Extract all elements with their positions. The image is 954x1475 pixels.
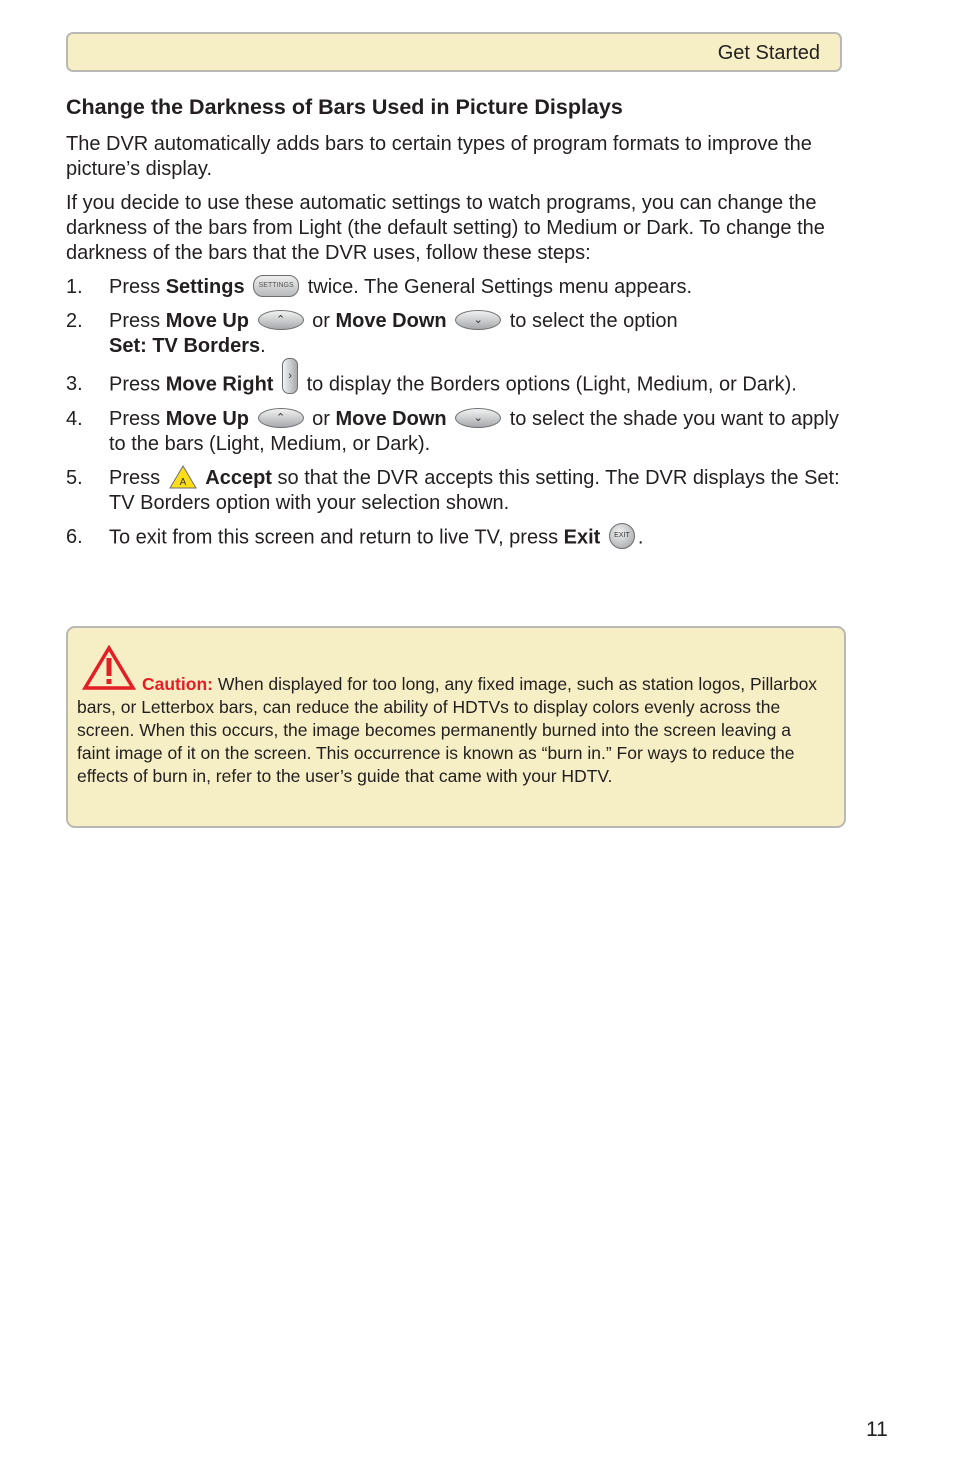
move-right-button-icon: › — [282, 358, 298, 394]
step-number: 4. — [66, 408, 83, 430]
step-text: . — [260, 335, 266, 357]
caution-text — [77, 673, 827, 788]
move-up-label: Move Up — [165, 310, 250, 332]
caution-body: When displayed for too long, any fixed image, such as station logos, Pillarbox bars, or Letterbox bars, can reduce the ability of HDTVs to display colors evenly across the screen. When this occurs, the image becomes permanently burned into the screen leaving a faint image of it on the screen. This occurrence is known as “burn in.” For ways to reduce the effects of burn in, refer to the user’s guide that came with your HDTV. — [77, 674, 818, 786]
option-label: Set: TV Borders — [109, 335, 261, 357]
step-2 — [66, 309, 856, 359]
step-text: Press — [109, 310, 166, 332]
step-text: To exit from this screen and return to live TV, press — [109, 526, 564, 549]
step-text: to select the option — [504, 310, 678, 332]
move-down-label: Move Down — [335, 310, 447, 332]
step-number: 3. — [66, 373, 83, 395]
intro-paragraph: The DVR automatically adds bars to certain types of program formats to improve the picture’s display. — [66, 133, 812, 180]
accept-label: Accept — [205, 467, 272, 489]
caution-label: Caution: — [142, 674, 213, 694]
step-3 — [66, 372, 856, 398]
step-6 — [66, 525, 856, 551]
exit-label: Exit — [563, 526, 601, 549]
step-number: 6. — [66, 526, 83, 548]
move-down-label: Move Down — [335, 408, 447, 430]
section-title: Get Started — [717, 42, 820, 64]
move-up-button-icon: ⌃ — [258, 408, 304, 428]
move-up-label: Move Up — [165, 408, 250, 430]
section-header-bar — [66, 32, 842, 72]
step-text: twice. The General Settings menu appears. — [302, 276, 692, 298]
settings-button-icon: SETTINGS — [253, 275, 299, 297]
step-text: to select the shade you want to apply to the bars (Light, Medium, or Dark). — [109, 408, 839, 455]
move-right-label: Move Right — [165, 373, 274, 396]
step-1 — [66, 275, 856, 300]
step-text: so that the DVR accepts this setting. The DVR displays the Set: TV Borders option with your selection shown. — [109, 467, 840, 514]
settings-label: Settings — [165, 276, 245, 298]
step-text: Press — [109, 373, 166, 396]
step-number: 5. — [66, 467, 83, 489]
step-text: or — [306, 408, 336, 430]
step-5 — [66, 466, 856, 516]
step-number: 2. — [66, 310, 83, 332]
move-down-button-icon: ⌄ — [455, 408, 501, 428]
move-down-button-icon: ⌄ — [455, 310, 501, 330]
exit-button-icon: EXIT — [609, 523, 635, 549]
step-text: or — [306, 310, 336, 332]
move-up-button-icon: ⌃ — [258, 310, 304, 330]
accept-icon-letter: A — [179, 476, 187, 488]
instructions-paragraph: If you decide to use these automatic settings to watch programs, you can change the darkness of the bars from Light (the default setting) to Medium or Dark. To change the darkness of the bars that the DVR uses, follow these steps: — [66, 192, 825, 264]
page-number: 11 — [866, 1418, 888, 1441]
step-text: Press — [109, 276, 166, 298]
step-text: Press — [109, 408, 166, 430]
step-text: . — [637, 526, 644, 549]
step-text: to display the Borders options (Light, Medium, or Dark). — [301, 373, 797, 396]
steps-list — [66, 275, 856, 560]
step-number: 1. — [66, 276, 83, 298]
step-text: Press — [109, 467, 166, 489]
page-heading: Change the Darkness of Bars Used in Picture Displays — [66, 95, 623, 119]
accept-button-icon — [169, 465, 197, 489]
step-4 — [66, 407, 856, 457]
